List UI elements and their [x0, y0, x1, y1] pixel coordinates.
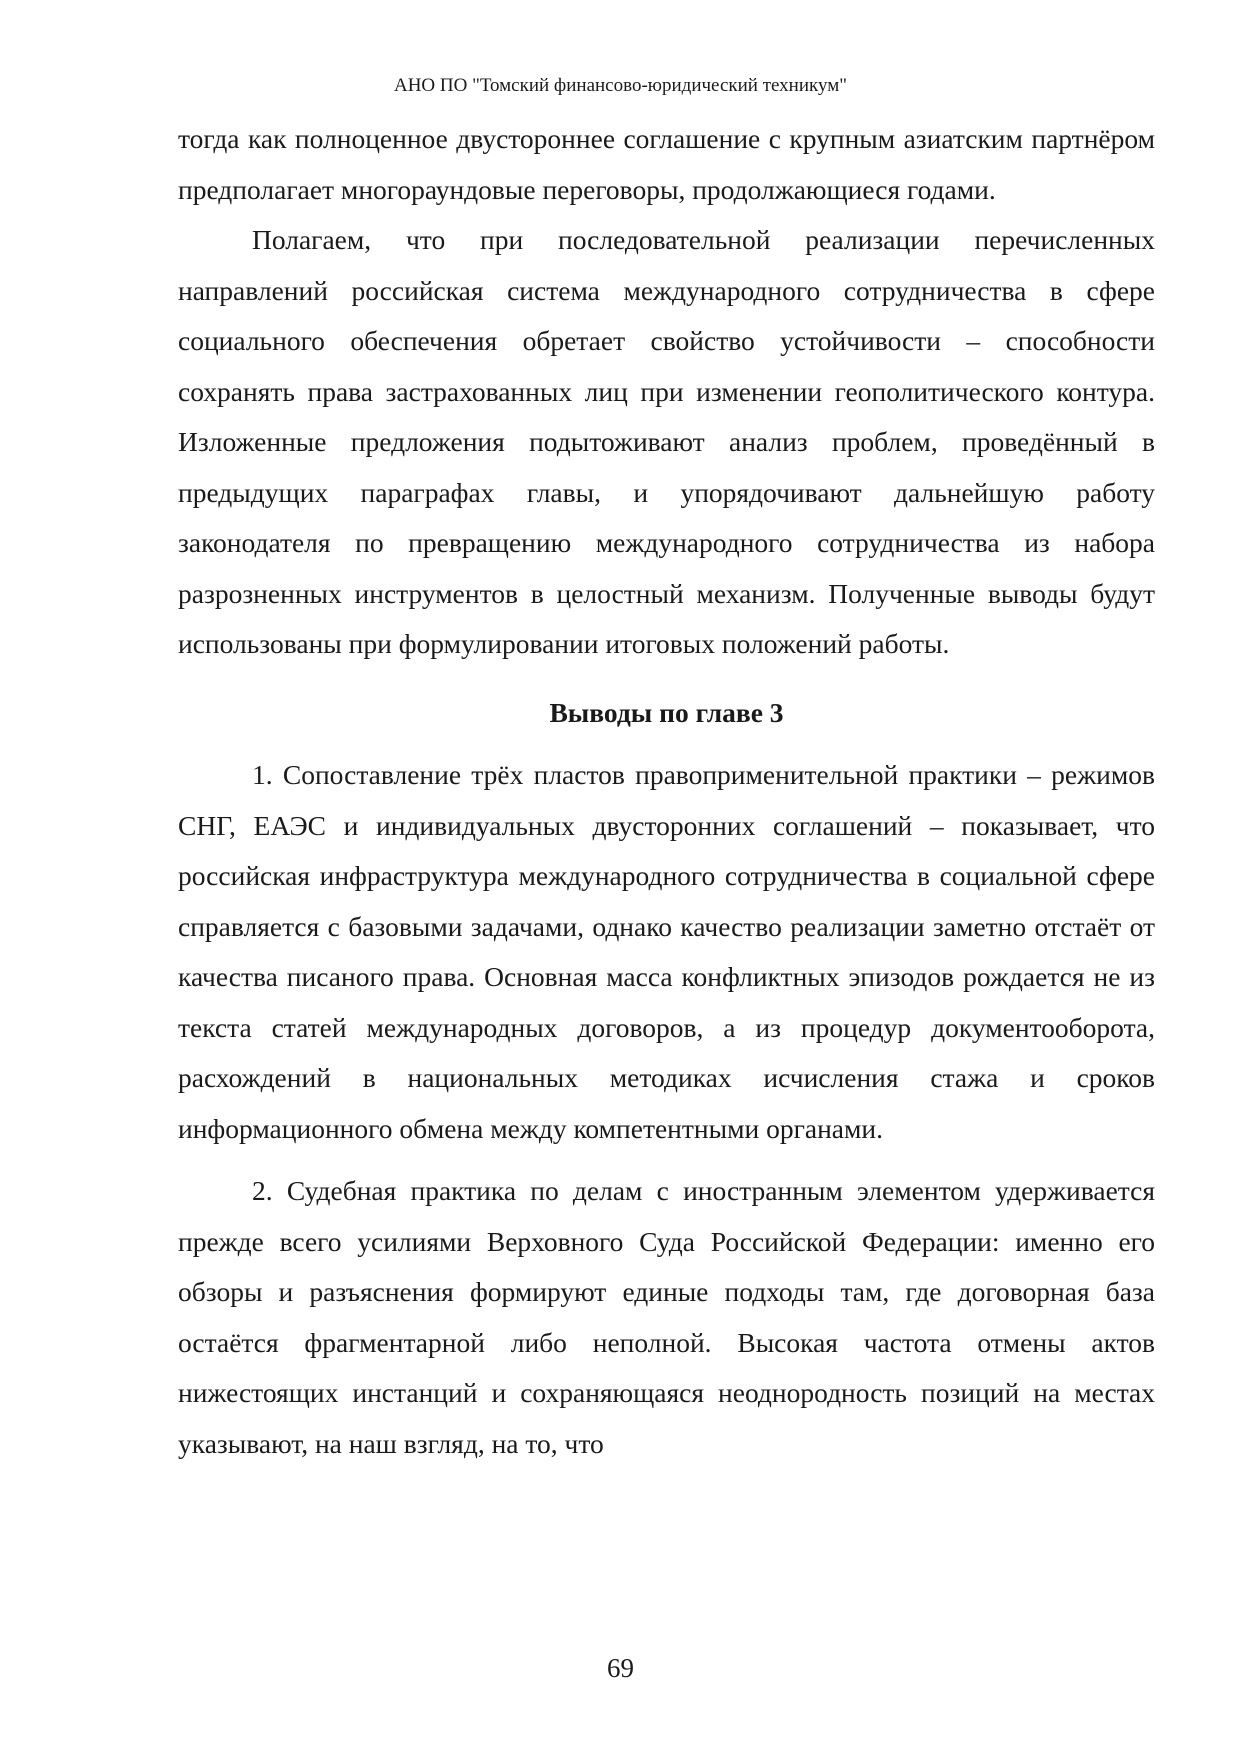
- paragraph-conclusion: Полагаем, что при последовательной реализации перечисленных направлений российская система международного сотрудничества в сфере социального обеспечения обретает свойство устойчивости – способности сохранять права застрахованных лиц при изменении геополитического контура. Изложенные предложения подытоживают анализ проблем, проведённый в предыдущих параграфах главы, и упорядочивают дальнейшую работу законодателя по превращению международного сотрудничества из набора разрозненных инструментов в целостный механизм. Полученные выводы будут использованы при формулировании итоговых положений работы.: [178, 224, 1155, 659]
- section-title: Выводы по главе 3: [549, 696, 784, 728]
- paragraph-continuation: тогда как полноценное двустороннее соглашение с крупным азиатским партнёром предполагает многораундовые переговоры, продолжающиеся годами.: [178, 123, 1155, 205]
- conclusion-item-2: 2. Судебная практика по делам с иностранным элементом удерживается прежде всего усилиями Верховного Суда Российской Федерации: именно его обзоры и разъяснения формируют единые подходы там, где договорная база остаётся фрагментарной либо неполной. Высокая частота отмены актов нижестоящих инстанций и сохраняющаяся неоднородность позиций на местах указывают, на наш взгляд, на то, что: [178, 1175, 1155, 1459]
- page-header: АНО ПО "Томский финансово-юридический техникум": [393, 75, 848, 96]
- conclusion-item-1: 1. Сопоставление трёх пластов правоприменительной практики – режимов СНГ, ЕАЭС и индивидуальных двусторонних соглашений – показывает, что российская инфраструктура международного сотрудничества в социальной сфере справляется с базовыми задачами, однако качество реализации заметно отстаёт от качества писаного права. Основная масса конфликтных эпизодов рождается не из текста статей международных договоров, а из процедур документооборота, расхождений в национальных методиках исчисления стажа и сроков информационного обмена между компетентными органами.: [178, 759, 1155, 1144]
- document-body: [178, 114, 1155, 1469]
- page-number: 69: [607, 1653, 634, 1683]
